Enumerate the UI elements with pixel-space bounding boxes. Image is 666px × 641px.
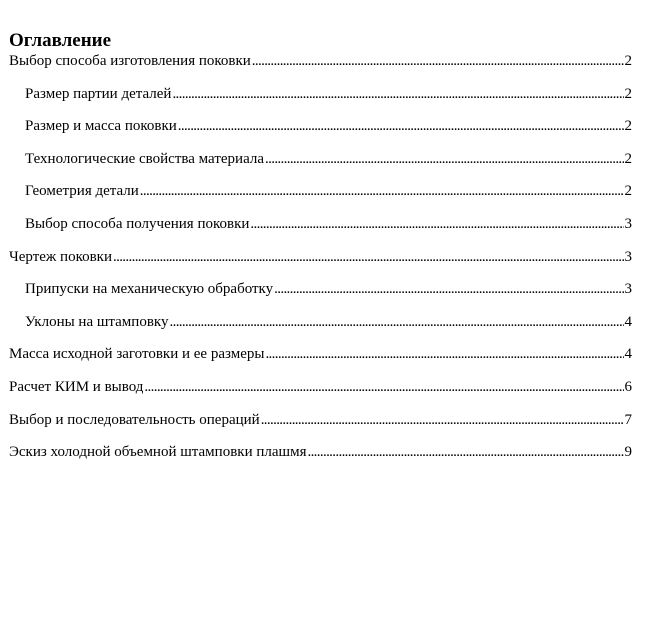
toc-entry-text: Размер партии деталей: [25, 85, 172, 102]
toc-entry-text: Выбор и последовательность операций: [9, 411, 260, 428]
toc-entry-page: 9: [624, 444, 632, 461]
toc-entry-page: 6: [624, 378, 632, 395]
toc-entry[interactable]: [9, 313, 632, 346]
toc-list: [9, 52, 632, 476]
toc-entry[interactable]: [9, 411, 632, 444]
dot-leader: [252, 52, 624, 70]
toc-entry-page: 2: [624, 85, 632, 102]
toc-entry-page: 3: [624, 248, 632, 265]
toc-entry-text: Геометрия детали: [25, 183, 139, 200]
toc-entry-text: Масса исходной заготовки и ее размеры: [9, 346, 265, 363]
toc-entry-text: Эскиз холодной объемной штамповки плашмя: [9, 444, 307, 461]
dot-leader: [261, 411, 624, 429]
dot-leader: [265, 345, 623, 363]
dot-leader: [178, 117, 624, 135]
toc-entry[interactable]: [9, 345, 632, 378]
toc-entry[interactable]: [9, 378, 632, 411]
toc-entry-page: 7: [624, 411, 632, 428]
toc-entry-text: Технологические свойства материала: [25, 150, 265, 167]
toc-entry[interactable]: [9, 117, 632, 150]
toc-entry[interactable]: [9, 150, 632, 183]
toc-entry-page: 3: [624, 281, 632, 298]
toc-entry-text: Расчет КИМ и вывод: [9, 378, 144, 395]
toc-entry-text: Припуски на механическую обработку: [25, 281, 274, 298]
dot-leader: [172, 85, 623, 103]
dot-leader: [144, 378, 623, 396]
toc-entry-text: Выбор способа изготовления поковки: [9, 53, 251, 69]
toc-entry[interactable]: [9, 248, 632, 281]
toc-entry[interactable]: [9, 215, 632, 248]
toc-entry-page: 2: [624, 150, 632, 167]
toc-entry[interactable]: [9, 443, 632, 476]
toc-entry[interactable]: [9, 182, 632, 215]
toc-entry-text: Чертеж поковки: [9, 248, 112, 265]
dot-leader: [265, 150, 623, 168]
toc-entry-text: Размер и масса поковки: [25, 118, 177, 135]
dot-leader: [113, 248, 624, 266]
toc-entry[interactable]: [9, 52, 632, 85]
toc-entry-page: 4: [624, 313, 632, 330]
toc-entry-page: 2: [624, 183, 632, 200]
toc-entry-page: 3: [624, 215, 632, 232]
toc-entry-page: 2: [624, 118, 632, 135]
toc-entry[interactable]: [9, 280, 632, 313]
toc-entry-page: 4: [624, 346, 632, 363]
table-of-contents: [9, 30, 632, 476]
toc-entry[interactable]: [9, 85, 632, 118]
toc-entry-text: Выбор способа получения поковки: [25, 215, 250, 232]
dot-leader: [140, 182, 624, 200]
toc-entry-page: 2: [624, 53, 632, 69]
dot-leader: [250, 215, 623, 233]
toc-entry-text: Уклоны на штамповку: [25, 313, 169, 330]
dot-leader: [274, 280, 623, 298]
dot-leader: [170, 313, 624, 331]
toc-title: Оглавление: [9, 30, 112, 51]
dot-leader: [307, 443, 623, 461]
